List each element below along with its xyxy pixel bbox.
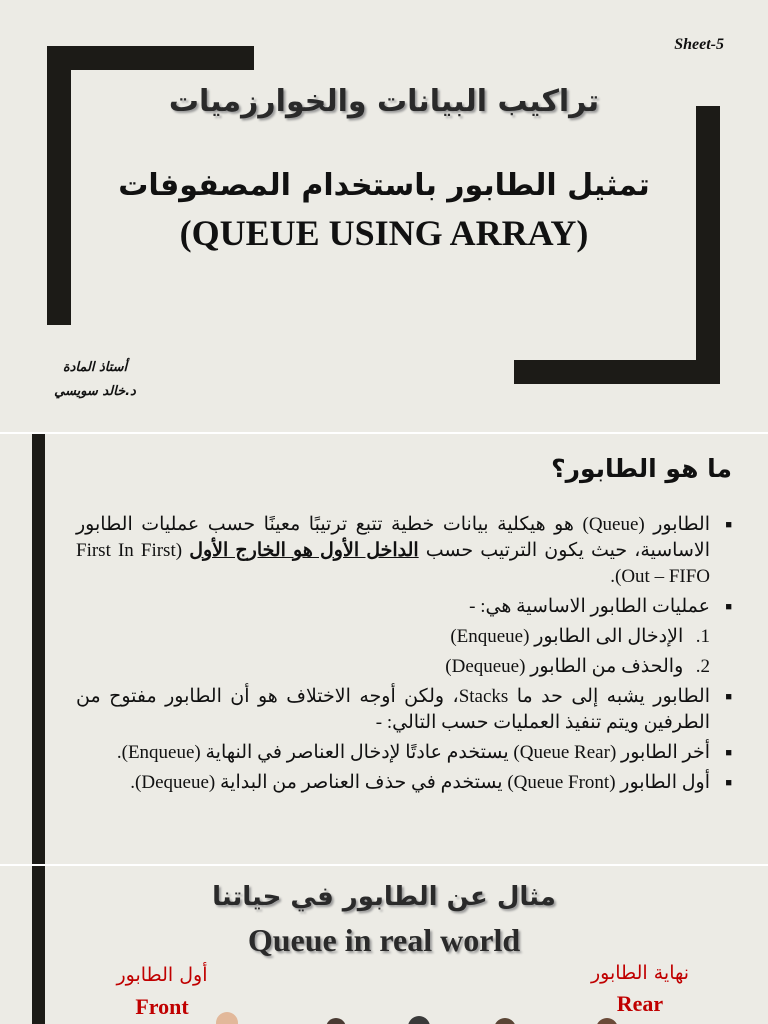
definition-heading: ما هو الطابور؟ [551, 454, 732, 483]
side-accent-bar [32, 434, 45, 864]
queue-person-icon [408, 1016, 430, 1024]
frame-bottom-right-horizontal [514, 360, 720, 384]
example-slide [0, 866, 768, 1024]
example-title-english: Queue in real world [247, 922, 521, 958]
queue-person-icon [596, 1018, 618, 1024]
bullet-operations: ■ عمليات الطابور الاساسية هي: - [76, 594, 732, 620]
bullet-stacks-comparison: ■ الطابور يشبه إلى حد ما Stacks، ولكن أوجه الاختلاف هو أن الطابور مفتوح من الطرفين ويتم تنفيذ العمليات حسب التالي: - [76, 684, 732, 736]
front-label-arabic: أول الطابور [116, 964, 208, 986]
definition-content [76, 512, 732, 800]
queue-person-icon [326, 1018, 346, 1024]
bullet-queue-rear: ■ أخر الطابور (Queue Rear) يستخدم عادتًا لإدخال العناصر في النهاية (Enqueue). [76, 740, 732, 766]
definition-slide [0, 434, 768, 864]
instructor-name: د.خالد سويسي [54, 384, 136, 399]
operation-enqueue: 1. الإدخال الى الطابور (Enqueue) [450, 626, 710, 647]
front-label-english: Front [135, 994, 189, 1019]
fifo-emphasis: الداخل الأول هو الخارج الأول [189, 540, 419, 561]
rear-label-english: Rear [616, 991, 664, 1016]
sheet-label: Sheet-5 [674, 36, 724, 53]
instructor-label: أستاذ المادة [62, 360, 128, 375]
course-title: تراكيب البيانات والخوارزميات [168, 84, 600, 119]
queue-person-icon [494, 1018, 516, 1024]
bullet-queue-front: ■ أول الطابور (Queue Front) يستخدم في حذف العناصر من البداية (Dequeue). [76, 770, 732, 796]
bullet-definition: ■ الطابور (Queue) هو هيكلية بيانات خطية تتبع ترتيبًا معينًا حسب عمليات الطابور الاساسية، حيث يكون الترتيب حسب الداخل الأول هو الخارج الأول (First In First Out – FIFO). [76, 512, 732, 590]
operation-dequeue: 2. والحذف من الطابور (Dequeue) [445, 656, 710, 677]
lecture-title-arabic: تمثيل الطابور باستخدام المصفوفات [118, 168, 650, 203]
rear-label-arabic: نهاية الطابور [590, 962, 690, 984]
queue-person-icon [216, 1012, 238, 1024]
frame-top-left-horizontal [47, 46, 254, 70]
example-title-arabic: مثال عن الطابور في حياتنا [212, 882, 556, 912]
title-slide [0, 0, 768, 432]
lecture-title-english: (QUEUE USING ARRAY) [179, 213, 589, 253]
